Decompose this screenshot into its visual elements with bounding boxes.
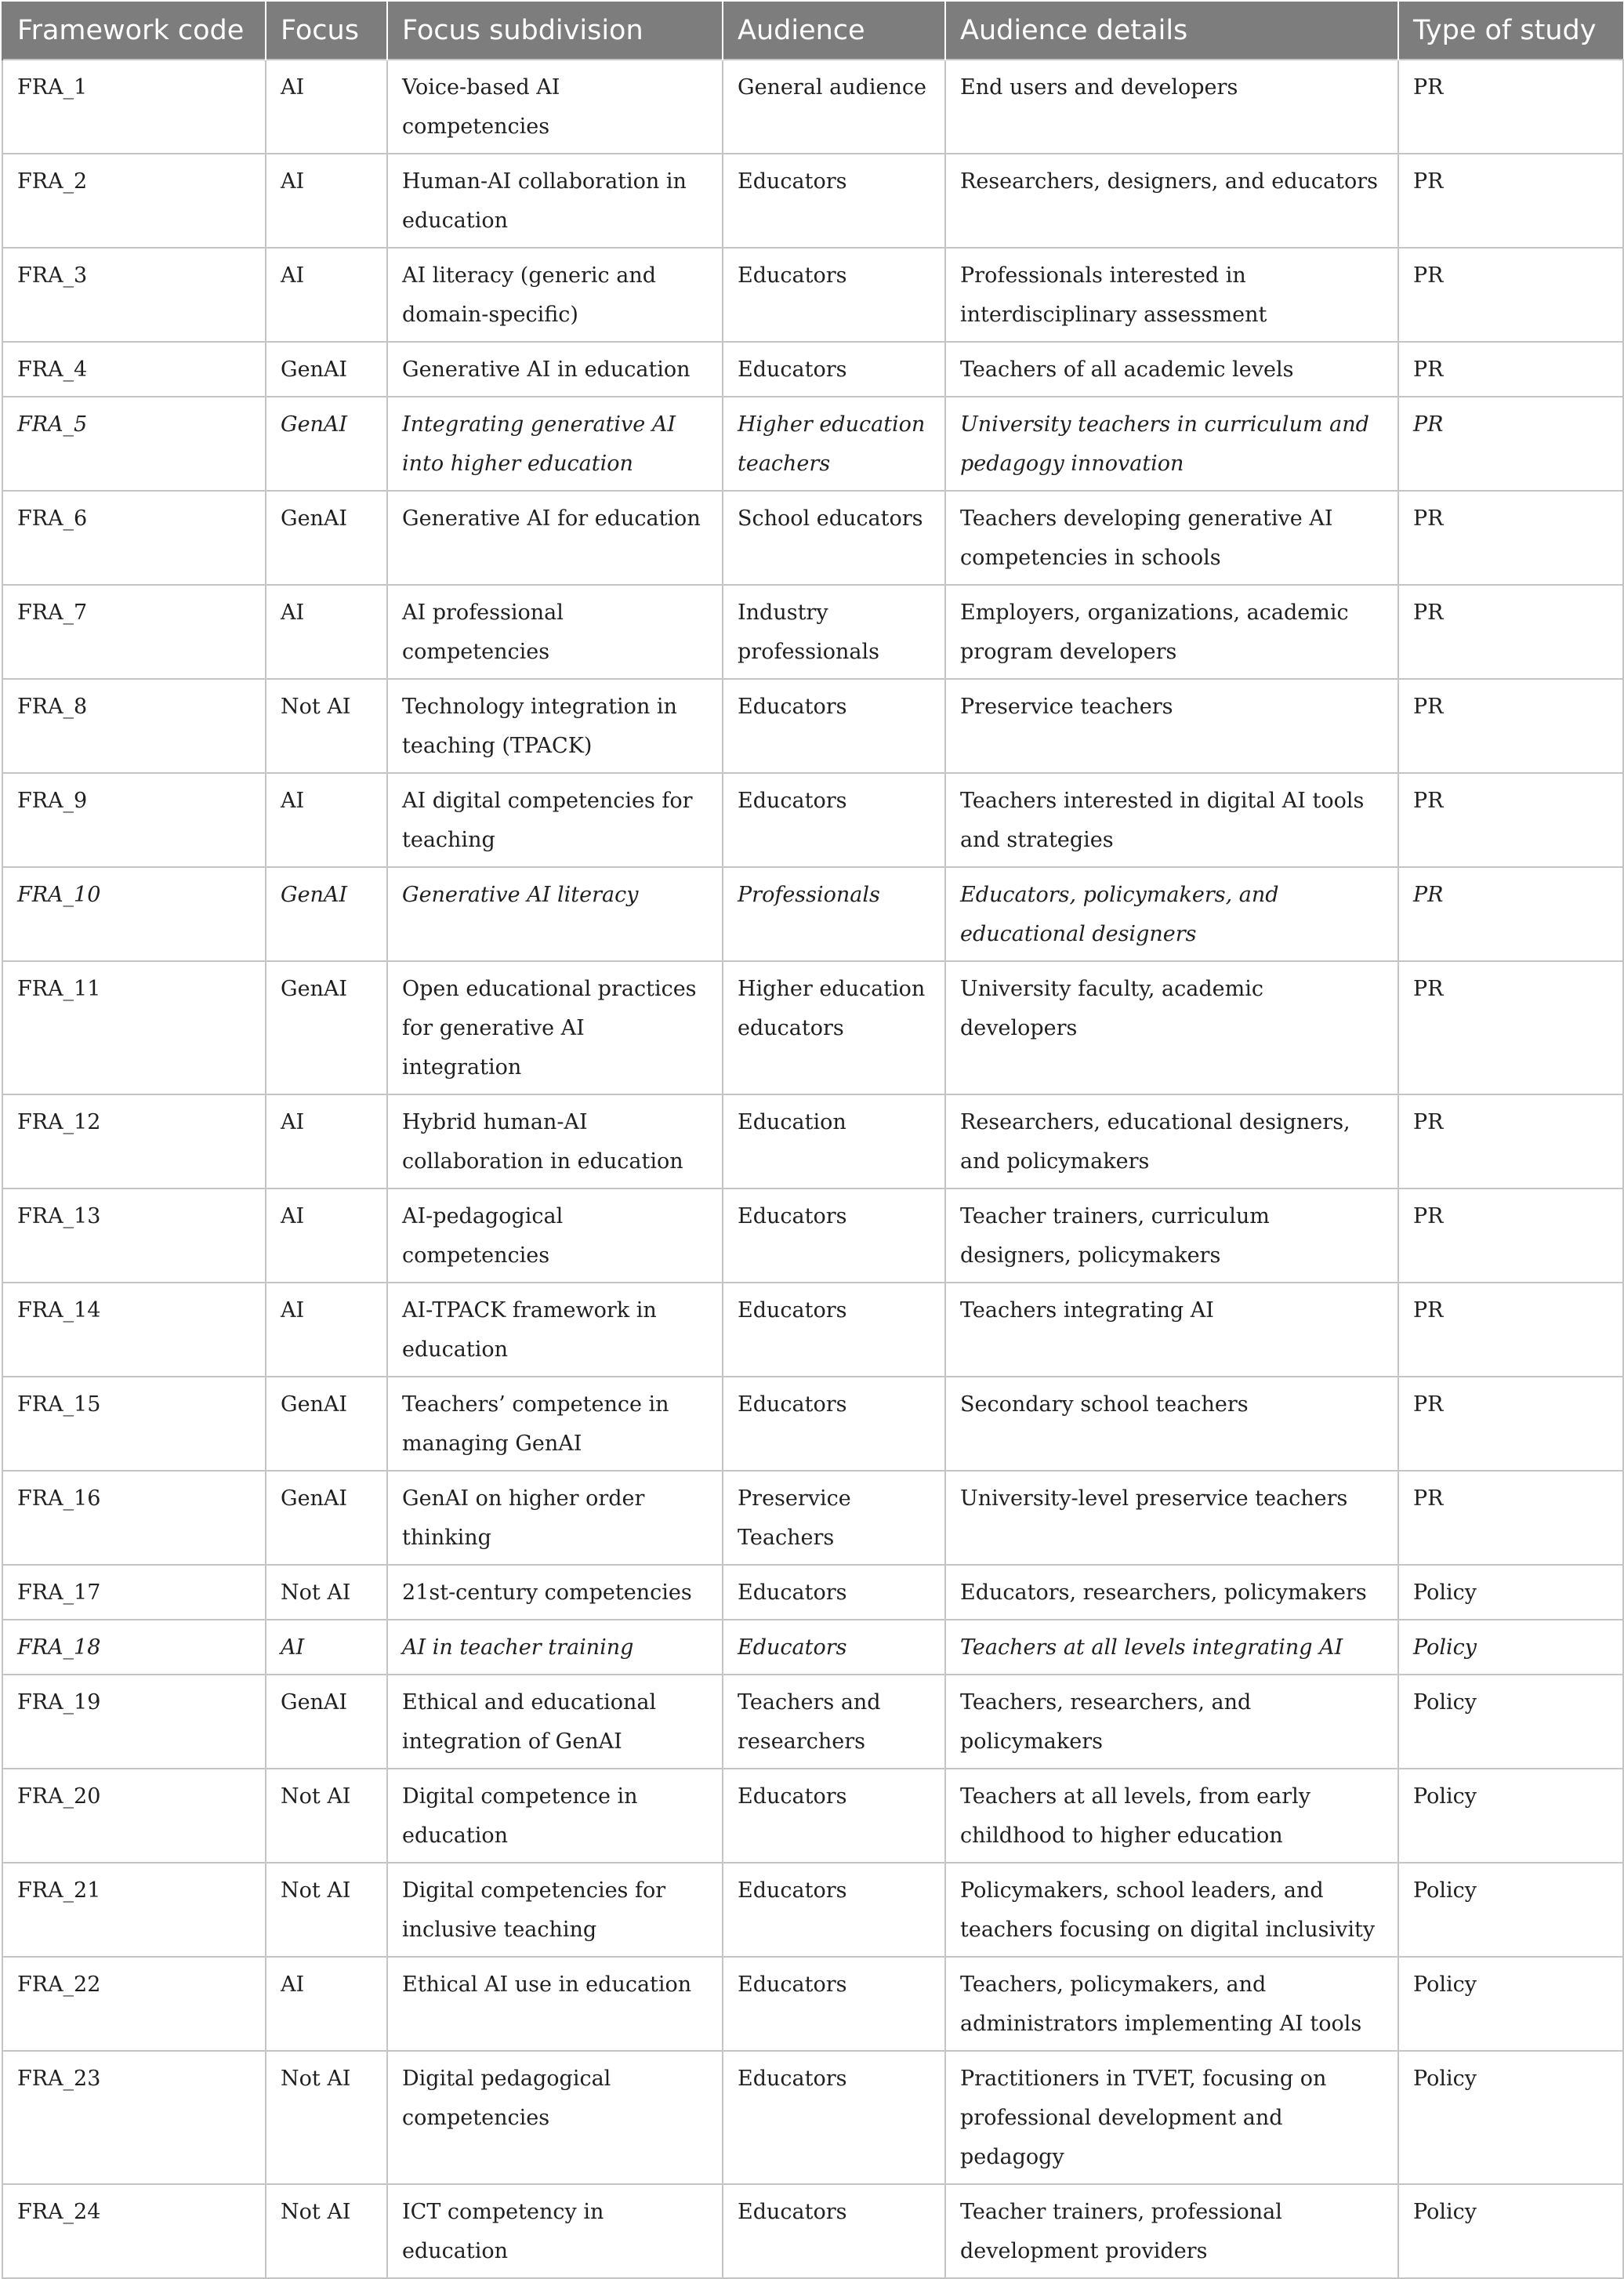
header-type-of-study: Type of study — [1398, 2, 1623, 60]
cell-audience: Educators — [723, 1957, 945, 2051]
table-row — [2, 1957, 1623, 2051]
cell-audience: Educators — [723, 248, 945, 342]
cell-focus: AI — [266, 1094, 387, 1188]
cell-framework-code: FRA_16 — [2, 1471, 266, 1565]
cell-audience: Industry professionals — [723, 585, 945, 679]
cell-framework-code: FRA_22 — [2, 1957, 266, 2051]
header-row — [2, 2, 1623, 60]
cell-type-of-study: PR — [1398, 397, 1623, 491]
cell-focus-subdivision: Open educational practices for generative AI integration — [387, 961, 723, 1094]
cell-audience: Education — [723, 1094, 945, 1188]
cell-audience-details: Teachers integrating AI — [945, 1283, 1398, 1377]
cell-audience-details: Teachers, policymakers, and administrators implementing AI tools — [945, 1957, 1398, 2051]
cell-audience-details: Teachers developing generative AI competencies in schools — [945, 491, 1398, 585]
cell-type-of-study: PR — [1398, 773, 1623, 867]
cell-framework-code: FRA_9 — [2, 773, 266, 867]
cell-focus-subdivision: AI literacy (generic and domain-specific) — [387, 248, 723, 342]
cell-framework-code: FRA_14 — [2, 1283, 266, 1377]
cell-focus: Not AI — [266, 1565, 387, 1620]
cell-framework-code: FRA_12 — [2, 1094, 266, 1188]
cell-framework-code: FRA_7 — [2, 585, 266, 679]
cell-audience: Teachers and researchers — [723, 1675, 945, 1769]
cell-type-of-study: PR — [1398, 867, 1623, 961]
cell-focus-subdivision: Generative AI literacy — [387, 867, 723, 961]
cell-focus-subdivision: Human-AI collaboration in education — [387, 154, 723, 248]
table-row — [2, 154, 1623, 248]
table-row — [2, 1471, 1623, 1565]
cell-focus-subdivision: AI in teacher training — [387, 1620, 723, 1675]
table-row — [2, 1769, 1623, 1863]
cell-audience-details: Teachers interested in digital AI tools and strategies — [945, 773, 1398, 867]
cell-type-of-study: PR — [1398, 342, 1623, 397]
cell-focus-subdivision: AI-TPACK framework in education — [387, 1283, 723, 1377]
table-row — [2, 773, 1623, 867]
cell-type-of-study: Policy — [1398, 1957, 1623, 2051]
cell-type-of-study: Policy — [1398, 1863, 1623, 1957]
cell-focus: Not AI — [266, 1863, 387, 1957]
cell-audience-details: Teachers, researchers, and policymakers — [945, 1675, 1398, 1769]
cell-focus-subdivision: Technology integration in teaching (TPACK) — [387, 679, 723, 773]
table-row — [2, 1094, 1623, 1188]
cell-focus-subdivision: Ethical AI use in education — [387, 1957, 723, 2051]
cell-focus: GenAI — [266, 491, 387, 585]
cell-framework-code: FRA_18 — [2, 1620, 266, 1675]
cell-framework-code: FRA_8 — [2, 679, 266, 773]
header-focus-subdivision: Focus subdivision — [387, 2, 723, 60]
cell-audience: Educators — [723, 1377, 945, 1471]
cell-framework-code: FRA_3 — [2, 248, 266, 342]
cell-framework-code: FRA_5 — [2, 397, 266, 491]
cell-audience: Educators — [723, 342, 945, 397]
cell-focus: AI — [266, 1188, 387, 1283]
cell-focus: AI — [266, 585, 387, 679]
header-audience-details: Audience details — [945, 2, 1398, 60]
table-row — [2, 491, 1623, 585]
cell-framework-code: FRA_19 — [2, 1675, 266, 1769]
cell-framework-code: FRA_10 — [2, 867, 266, 961]
frameworks-table — [2, 2, 1624, 2279]
cell-type-of-study: Policy — [1398, 2184, 1623, 2278]
cell-framework-code: FRA_4 — [2, 342, 266, 397]
cell-type-of-study: PR — [1398, 491, 1623, 585]
cell-type-of-study: PR — [1398, 1283, 1623, 1377]
cell-audience: Educators — [723, 773, 945, 867]
cell-type-of-study: PR — [1398, 961, 1623, 1094]
cell-audience: General audience — [723, 60, 945, 154]
cell-focus-subdivision: Teachers’ competence in managing GenAI — [387, 1377, 723, 1471]
cell-focus-subdivision: 21st-century competencies — [387, 1565, 723, 1620]
cell-audience: Higher education teachers — [723, 397, 945, 491]
cell-focus: AI — [266, 1283, 387, 1377]
cell-audience: Educators — [723, 2051, 945, 2184]
cell-focus: AI — [266, 1957, 387, 2051]
cell-type-of-study: Policy — [1398, 1620, 1623, 1675]
cell-focus: GenAI — [266, 342, 387, 397]
cell-audience-details: Teacher trainers, professional development providers — [945, 2184, 1398, 2278]
cell-audience-details: Researchers, educational designers, and policymakers — [945, 1094, 1398, 1188]
cell-focus-subdivision: Ethical and educational integration of GenAI — [387, 1675, 723, 1769]
cell-audience-details: End users and developers — [945, 60, 1398, 154]
cell-type-of-study: PR — [1398, 154, 1623, 248]
table-row — [2, 248, 1623, 342]
cell-audience: Educators — [723, 679, 945, 773]
table-row — [2, 1565, 1623, 1620]
cell-focus: Not AI — [266, 679, 387, 773]
table-row — [2, 2184, 1623, 2278]
cell-type-of-study: PR — [1398, 1377, 1623, 1471]
cell-audience: Educators — [723, 2184, 945, 2278]
cell-type-of-study: Policy — [1398, 2051, 1623, 2184]
cell-audience-details: Policymakers, school leaders, and teachers focusing on digital inclusivity — [945, 1863, 1398, 1957]
cell-framework-code: FRA_13 — [2, 1188, 266, 1283]
cell-framework-code: FRA_17 — [2, 1565, 266, 1620]
cell-audience-details: Teachers at all levels integrating AI — [945, 1620, 1398, 1675]
table-row — [2, 1863, 1623, 1957]
cell-type-of-study: Policy — [1398, 1769, 1623, 1863]
cell-audience: Educators — [723, 1620, 945, 1675]
header-framework-code: Framework code — [2, 2, 266, 60]
cell-audience-details: Preservice teachers — [945, 679, 1398, 773]
cell-audience: Preservice Teachers — [723, 1471, 945, 1565]
cell-focus-subdivision: Integrating generative AI into higher education — [387, 397, 723, 491]
header-audience: Audience — [723, 2, 945, 60]
cell-audience: Educators — [723, 1863, 945, 1957]
cell-audience: Educators — [723, 1769, 945, 1863]
cell-type-of-study: PR — [1398, 585, 1623, 679]
cell-focus: GenAI — [266, 1377, 387, 1471]
table-body — [2, 60, 1623, 2278]
cell-type-of-study: PR — [1398, 248, 1623, 342]
cell-audience: Educators — [723, 1188, 945, 1283]
cell-focus-subdivision: Hybrid human-AI collaboration in education — [387, 1094, 723, 1188]
cell-audience-details: Professionals interested in interdisciplinary assessment — [945, 248, 1398, 342]
cell-audience: Higher education educators — [723, 961, 945, 1094]
cell-focus-subdivision: AI-pedagogical competencies — [387, 1188, 723, 1283]
cell-framework-code: FRA_21 — [2, 1863, 266, 1957]
cell-focus: Not AI — [266, 2184, 387, 2278]
table-row — [2, 1675, 1623, 1769]
table-header — [2, 2, 1623, 60]
cell-type-of-study: Policy — [1398, 1565, 1623, 1620]
cell-audience-details: Secondary school teachers — [945, 1377, 1398, 1471]
cell-type-of-study: Policy — [1398, 1675, 1623, 1769]
cell-focus: GenAI — [266, 1471, 387, 1565]
cell-focus: GenAI — [266, 397, 387, 491]
table-row — [2, 342, 1623, 397]
cell-framework-code: FRA_24 — [2, 2184, 266, 2278]
table-row — [2, 397, 1623, 491]
cell-focus: AI — [266, 154, 387, 248]
cell-focus-subdivision: AI professional competencies — [387, 585, 723, 679]
cell-type-of-study: PR — [1398, 1094, 1623, 1188]
cell-audience-details: University-level preservice teachers — [945, 1471, 1398, 1565]
cell-focus: AI — [266, 773, 387, 867]
cell-focus: GenAI — [266, 867, 387, 961]
header-focus: Focus — [266, 2, 387, 60]
frameworks-table-container — [2, 2, 1622, 2279]
cell-focus: AI — [266, 248, 387, 342]
cell-focus-subdivision: Generative AI in education — [387, 342, 723, 397]
cell-framework-code: FRA_11 — [2, 961, 266, 1094]
cell-focus-subdivision: Voice-based AI competencies — [387, 60, 723, 154]
cell-focus: Not AI — [266, 1769, 387, 1863]
cell-audience-details: Practitioners in TVET, focusing on professional development and pedagogy — [945, 2051, 1398, 2184]
table-row — [2, 585, 1623, 679]
table-row — [2, 60, 1623, 154]
table-row — [2, 867, 1623, 961]
cell-focus-subdivision: ICT competency in education — [387, 2184, 723, 2278]
table-row — [2, 1377, 1623, 1471]
table-row — [2, 679, 1623, 773]
cell-type-of-study: PR — [1398, 679, 1623, 773]
cell-type-of-study: PR — [1398, 1471, 1623, 1565]
cell-framework-code: FRA_1 — [2, 60, 266, 154]
cell-focus: GenAI — [266, 1675, 387, 1769]
cell-focus-subdivision: Digital competencies for inclusive teaching — [387, 1863, 723, 1957]
cell-focus-subdivision: GenAI on higher order thinking — [387, 1471, 723, 1565]
cell-audience-details: Employers, organizations, academic program developers — [945, 585, 1398, 679]
cell-focus: Not AI — [266, 2051, 387, 2184]
cell-audience: Educators — [723, 1283, 945, 1377]
cell-focus-subdivision: Generative AI for education — [387, 491, 723, 585]
cell-audience: Educators — [723, 1565, 945, 1620]
table-row — [2, 1283, 1623, 1377]
cell-audience-details: Teachers of all academic levels — [945, 342, 1398, 397]
table-row — [2, 1620, 1623, 1675]
cell-focus: AI — [266, 60, 387, 154]
table-row — [2, 1188, 1623, 1283]
cell-framework-code: FRA_2 — [2, 154, 266, 248]
cell-audience-details: Teacher trainers, curriculum designers, policymakers — [945, 1188, 1398, 1283]
cell-focus: AI — [266, 1620, 387, 1675]
cell-audience-details: University faculty, academic developers — [945, 961, 1398, 1094]
cell-audience: School educators — [723, 491, 945, 585]
cell-audience-details: Teachers at all levels, from early childhood to higher education — [945, 1769, 1398, 1863]
table-row — [2, 2051, 1623, 2184]
cell-framework-code: FRA_23 — [2, 2051, 266, 2184]
cell-audience-details: Educators, policymakers, and educational designers — [945, 867, 1398, 961]
table-row — [2, 961, 1623, 1094]
cell-focus-subdivision: Digital pedagogical competencies — [387, 2051, 723, 2184]
cell-focus-subdivision: AI digital competencies for teaching — [387, 773, 723, 867]
cell-framework-code: FRA_15 — [2, 1377, 266, 1471]
cell-audience-details: University teachers in curriculum and pedagogy innovation — [945, 397, 1398, 491]
cell-type-of-study: PR — [1398, 60, 1623, 154]
cell-focus: GenAI — [266, 961, 387, 1094]
cell-framework-code: FRA_20 — [2, 1769, 266, 1863]
cell-audience: Professionals — [723, 867, 945, 961]
cell-audience: Educators — [723, 154, 945, 248]
cell-focus-subdivision: Digital competence in education — [387, 1769, 723, 1863]
cell-type-of-study: PR — [1398, 1188, 1623, 1283]
cell-audience-details: Educators, researchers, policymakers — [945, 1565, 1398, 1620]
cell-audience-details: Researchers, designers, and educators — [945, 154, 1398, 248]
cell-framework-code: FRA_6 — [2, 491, 266, 585]
